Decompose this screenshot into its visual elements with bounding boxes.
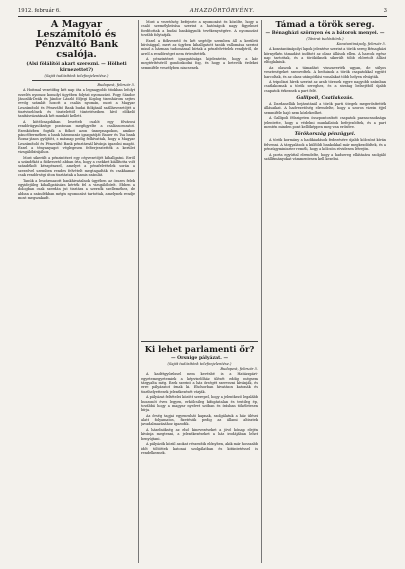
paragraph: A tripoliszi hírek szerint az arab törzsek egyre nagyobb számban csatlakoznak a török sereghez, és a sivatag belsejéből újabb csapatok érkeznek a part felé.: [264, 80, 386, 93]
page-header: [18, 5, 387, 17]
divider: [141, 341, 258, 342]
middle-article-title: Ki lehet parlamenti őr?: [144, 344, 255, 354]
left-article-body: [18, 88, 135, 200]
paragraph: A Dardanellák bejáratánál a török parti ütegek megerősítették állásaikat. A hadvezetőség elrendelte, hogy a szoros vizein éjjel semmiféle hajó nem közlekedhet.: [264, 102, 386, 115]
header-date: 1912. február 6.: [18, 7, 61, 14]
paragraph: A Hoitmal vezetőfog két nap óta a legnagyobb titokban lefolyt ezzelés nyomoz komolyí ügyében folytat nyomozást. Fogy Sándor Jánoslik-Deák és Jándor László följegi Koplog tizenhárom sejtes evvőg számlát hozott a csalás nyomán, most a Magyar Leszámítoló és Pénzváltó Bank budai fiókjánál szállásvezetőjét a tisztviselőnek és tisztelettől tüntetéseiben hívő előkelő tanításvázatának hét munkát kellett.: [18, 88, 135, 119]
left-article-byline: (Saját tudósítónk telefonjelentése.): [44, 74, 109, 79]
left-column: [18, 20, 135, 563]
right-article-subtitle: — Bénagházi szörnyen és a bátorok menyei. —: [265, 30, 385, 36]
paragraph: Most sikerült a pénzintézet egy cégvezetőjét kihallgatni. Erről a szándékát a fiókvezető abban írta, hogy a csekket kiállította volt szándékolt készpénzzel, amelyet a pénzfelvételek során a szerzővel szemben rendes felvételt megtagadták és csakhamar csak rendőrségi úton tisztáztak a hamis számlát.: [18, 155, 135, 178]
paragraph: Most a vezetőség befejezte a nyomozást és közölte, hogy a csaló személyleírása szerint a hatóságok nagy figyelmet fordítottak a budai bankügynök tevékenységére. A nyomozást tovább folytatják.: [141, 20, 258, 38]
right-column: [264, 20, 386, 563]
paragraph: A Gallipoli félszigeten összpontosított csapatok parancsnoksága jelentette, hogy a védelmi munkálatok befejeződtek, és a part mentén minden pont kellőképpen meg van erősítve.: [264, 116, 386, 130]
right-article-body: [264, 47, 386, 161]
right-article-title: Támad a török sereg.: [275, 20, 375, 29]
divider: [32, 80, 121, 81]
column-divider: [261, 20, 262, 563]
left-article-title: A Magyar Leszámítoló és Pénzváltó Bank csalója.: [34, 20, 119, 61]
middle-article-body: [141, 372, 258, 455]
paragraph: A pénzintézet igazgatósága kijelentette, hogy a kár megtérítéséről gondoskodni fog, és hogy a betevők érdekei semmiféle veszélyben nincsenek.: [141, 57, 258, 70]
header-page-number: 3: [383, 7, 387, 14]
left-article-subtitle: (Alsi fölálítói akart szerezni. — Hölheti kirnezettet?): [26, 62, 127, 73]
section-heading: Törökország pénzügyei.: [294, 132, 356, 138]
paragraph: A házelnökség az első kinevezéseket a jövő hónap elején kívánja megtenni, a jelentkezéseket a ház irodájában lehet benyújtani.: [141, 428, 258, 441]
paragraph: Az őrség tagjai egyenruhát kapnak, szolgálatuk a ház ülései alatt folyamatos, fizetésük pedig az állami altisztek javadalmazásához igazodik.: [141, 413, 258, 427]
paragraph: A pályázók közül azokat részesítik előnyben, akik már hosszabb időt töltöttek katonai szolgálatban és kitüntetéssel is rendelkeznek.: [141, 442, 258, 455]
middle-article-byline: (Saját tudósítónk telefonjelentése.): [167, 362, 232, 367]
left-article-dateline: Budapest, február 5.: [97, 83, 135, 88]
paragraph: A pályázat feltételei között szerepel, hogy a jelentkező legalább huszonöt éves legyen, erkölcsileg kifogástalan és testileg ép, továbbá hogy a magyar nyelvet szóban és írásban tökéletesen bírja.: [141, 395, 258, 413]
middle-column: [141, 20, 258, 563]
paragraph: Ezzel a fiókvezető és két segédje szemben áll a kerületi bírósággal, mert az ügyben kihallgatott tanúk vallomása szerint mind a hárman tudomással bírtak a pénzfelvételek rendjéről, de arról a rendőrséget nem értesítették.: [141, 38, 258, 56]
middle-column-top-text: [141, 20, 258, 338]
paragraph: A török kormány a hadikiadások fedezésére újabb kölcsönt kíván felvenni. A tárgyalások a külföldi bankokkal már megkezdődtek, és a pénzügyminiszter reméli, hogy a kölcsön rövidesen létrejön.: [264, 138, 386, 152]
column-divider: [138, 20, 139, 563]
paragraph: A kadétgyűrűssel nem kevésbé is a Hatázzpárt-egyetemegyetemiek a képviselőház ülését eddig mégsem tárgyalta még. Ezek szerint a ház őrségét szervezni kívánják, és erre pályázatot írnak ki. Elsősorban hivatásos katonák és tiszthelyettesek jelentkezését várják.: [141, 372, 258, 394]
paragraph: A konstantinápolyi lapok jelentése szerint a török sereg Bénagházi környékén támadást indított az olasz állások ellen. A harcok egész nap tartottak, és a törököknek sikerült több előretolt állást elfoglalniuk.: [264, 47, 386, 65]
middle-article-subtitle: — Orsnige pályázat. —: [170, 355, 229, 361]
paragraph: Tanúk a leszármazott bankhivatalnok ügyében az összes felek egyidejűleg kihallgatására kérték fel a vizsgálóbírót. Ebben a dologban csak szerdán jut tisztára a szerzők szelleméhez, de abban a szándékban mégis nyomozást tartottak, amelynek rendje most megszakadt.: [18, 178, 135, 201]
paragraph: A porta egyúttal elrendelte, hogy a hadsereg ellátására szolgáló szállítmányokat vámmentesen kell kezelni.: [264, 152, 386, 161]
left-article-continuation: [141, 20, 258, 70]
section-heading: Gallipoli, Csatlakozás.: [296, 96, 354, 102]
right-article-dateline: Konstantinápoly, február 5.: [336, 42, 386, 47]
middle-article-dateline: Budapest, február 5.: [220, 367, 258, 372]
paragraph: A kötélcsapdában lesetteb csalót egy fővárosi rendőrügynöksége pontosan megfigyelte a csalássorozatot. Ezenközben fogták a fiókot azon ünnepnapokon, amikor páncéltermében a bank háromszáz igazgatóját Bauer és Tsa bank Rozsa-jános gyűjtött, s másnap pedig felhívattak, hogy a Magyar Leszámítoló és Pénzváltó Bank pénztárnál kívánja igazolni magát. Ezzel a tényanyagot véglegesen felterjesztették a kerület vizsgálóbírájához.: [18, 119, 135, 155]
header-paper-name: AHAZDÖRTÖRVÉNY.: [189, 7, 255, 14]
right-article-byline: (Távirat tudósítónk.): [306, 37, 344, 42]
paragraph: Az olaszok a támadást visszaverték ugyan, de súlyos veszteségeket szenvedtek. A beduinok a török csapatokkal együtt harcoltak, és az olasz utánpótlási vonalakat több helyen elvágták.: [264, 65, 386, 79]
